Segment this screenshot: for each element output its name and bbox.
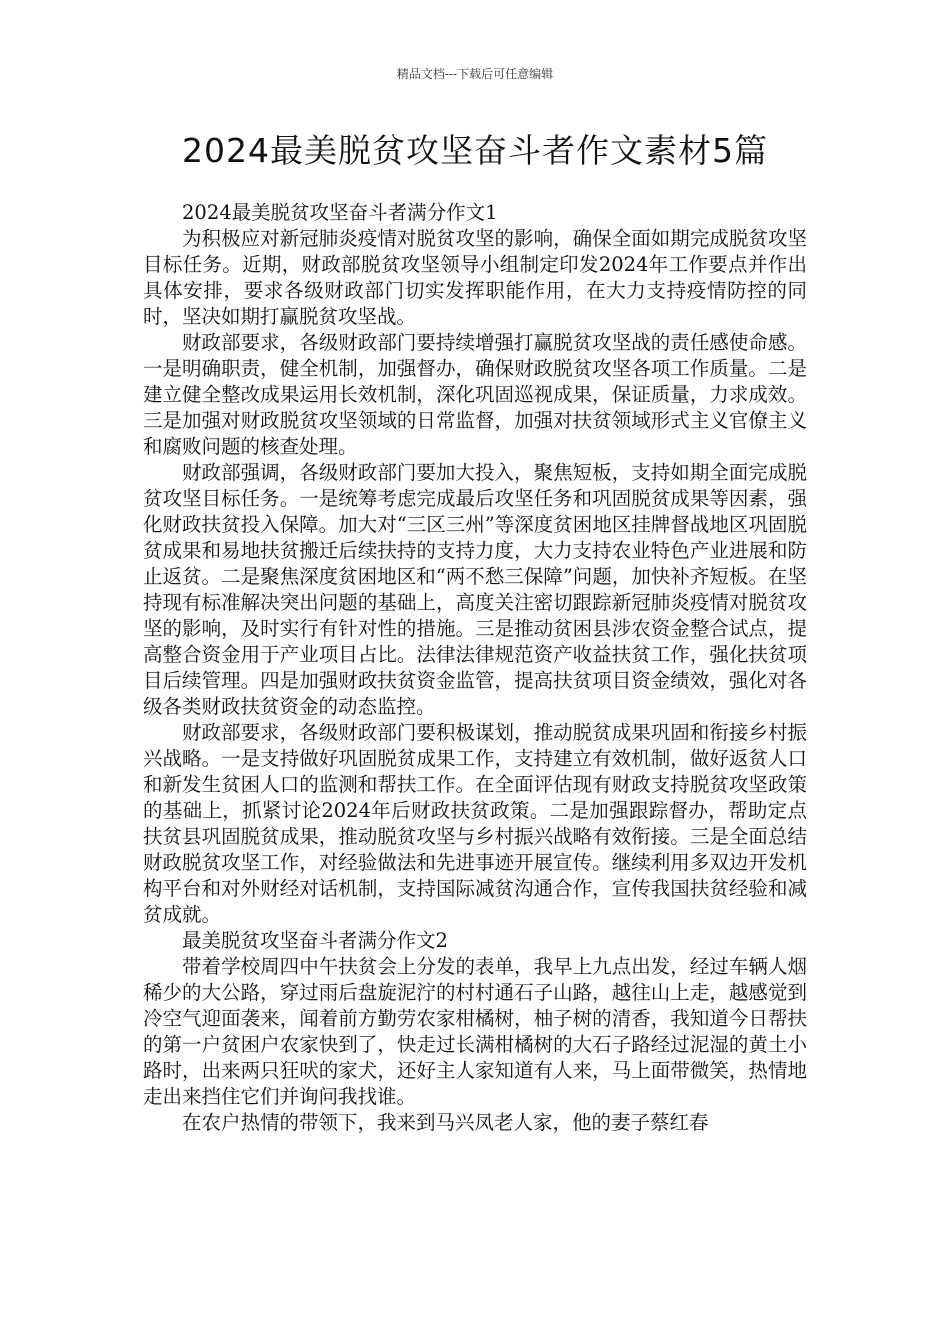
section-heading-1: 2024最美脱贫攻坚奋斗者满分作文1	[182, 201, 498, 224]
paragraph: 带着学校周四中午扶贫会上分发的表单，我早上九点出发，经过车辆人烟稀少的大公路，穿过雨后盘旋泥泞的村村通石子山路，越往山上走，越感觉到冷空气迎面袭来，闻着前方勤劳农家柑橘树，柚子树的清香，我知道今日帮扶的第一户贫困户农家快到了，快走过长满柑橘树的大石子路经过泥湿的黄土小路时，出来两只狂吠的家犬，还好主人家知道有人来，马上面带微笑，热情地走出来挡住它们并询问我找谁。	[143, 955, 807, 1108]
paragraph: 在农户热情的带领下，我来到马兴凤老人家，他的妻子蔡红春	[182, 1111, 709, 1134]
paragraph: 财政部强调，各级财政部门要加大投入，聚焦短板，支持如期全面完成脱贫攻坚目标任务。一是统筹考虑完成最后攻坚任务和巩固脱贫成果等因素，强化财政扶贫投入保障。加大对“三区三州”等深度贫困地区挂牌督战地区巩固脱贫成果和易地扶贫搬迁后续扶持的支持力度，大力支持农业特色产业进展和防止返贫。二是聚焦深度贫困地区和“两不愁三保障”问题，加快补齐短板。在坚持现有标准解决突出问题的基础上，高度关注密切跟踪新冠肺炎疫情对脱贫攻坚的影响，及时实行有针对性的措施。三是推动贫困县涉农资金整合试点，提高整合资金用于产业项目占比。法律法律规范资产收益扶贫工作，强化扶贫项目后续管理。四是加强财政扶贫资金监管，提高扶贫项目资金绩效，强化对各级各类财政扶贫资金的动态监控。	[143, 461, 807, 718]
paragraph: 财政部要求，各级财政部门要积极谋划，推动脱贫成果巩固和衔接乡村振兴战略。一是支持做好巩固脱贫成果工作，支持建立有效机制，做好返贫人口和新发生贫困人口的监测和帮扶工作。在全面评估现有财政支持脱贫攻坚政策的基础上，抓紧讨论2024年后财政扶贫政策。二是加强跟踪督办，帮助定点扶贫县巩固脱贫成果，推动脱贫攻坚与乡村振兴战略有效衔接。三是全面总结财政脱贫攻坚工作，对经验做法和先进事迹开展宣传。继续利用多双边开发机构平台和对外财经对话机制，支持国际减贫沟通合作，宣传我国扶贫经验和减贫成就。	[143, 721, 807, 926]
document-body	[143, 200, 807, 1136]
section-heading-2: 最美脱贫攻坚奋斗者满分作文2	[182, 929, 448, 952]
header-note: 精品文档---下载后可任意编辑	[396, 67, 554, 81]
paragraph: 财政部要求，各级财政部门要持续增强打赢脱贫攻坚战的责任感使命感。一是明确职责，健全机制，加强督办，确保财政脱贫攻坚各项工作质量。二是建立健全整改成果运用长效机制，深化巩固巡视成果，保证质量，力求成效。三是加强对财政脱贫攻坚领域的日常监督，加强对扶贫领域形式主义官僚主义和腐败问题的核查处理。	[143, 331, 807, 458]
paragraph: 为积极应对新冠肺炎疫情对脱贫攻坚的影响，确保全面如期完成脱贫攻坚目标任务。近期，财政部脱贫攻坚领导小组制定印发2024年工作要点并作出具体安排，要求各级财政部门切实发挥职能作用，在大力支持疫情防控的同时，坚决如期打赢脱贫攻坚战。	[143, 227, 807, 328]
document-title: 2024最美脱贫攻坚奋斗者作文素材5篇	[182, 131, 768, 170]
